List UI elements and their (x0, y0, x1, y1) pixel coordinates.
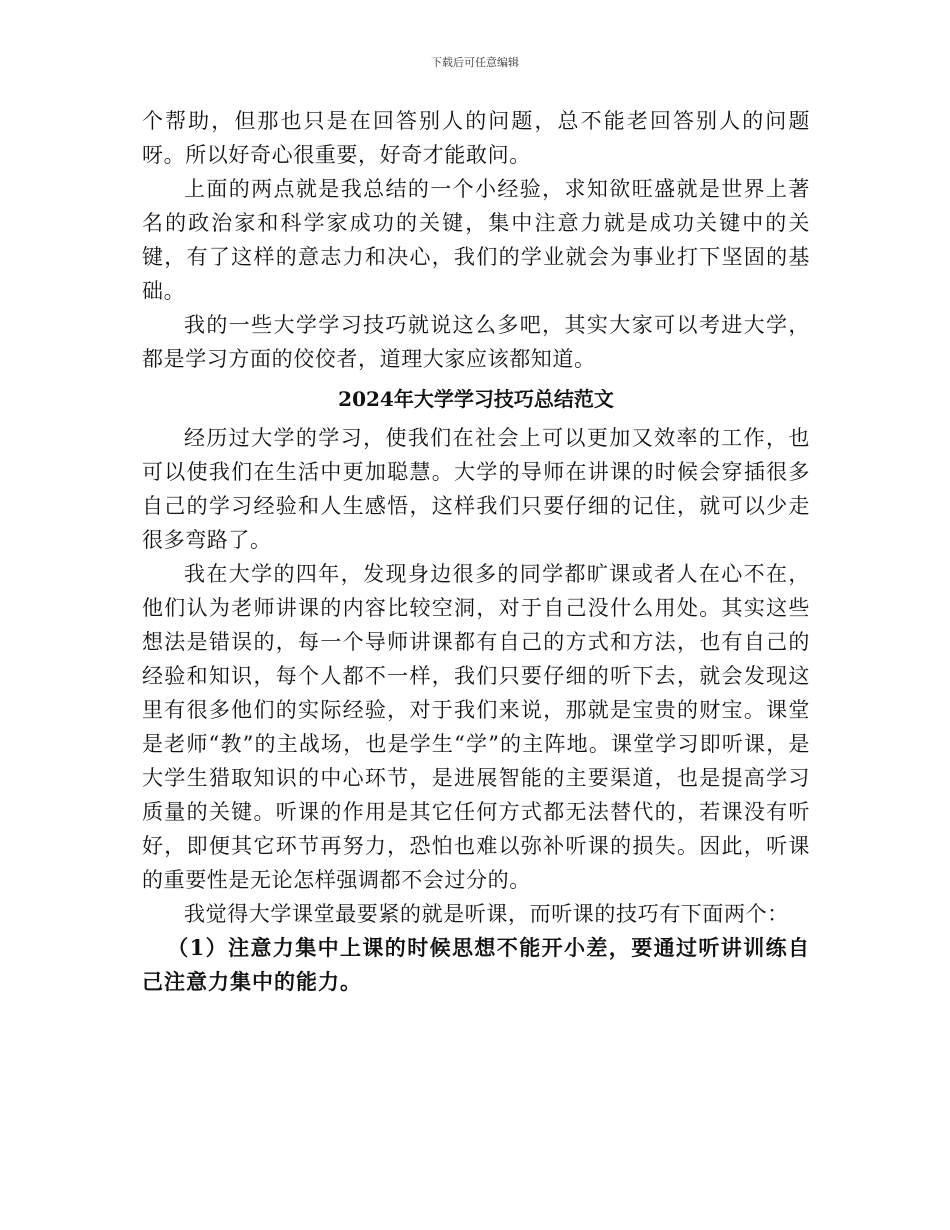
paragraph-intro: 经历过大学的学习，使我们在社会上可以更加又效率的工作，也可以使我们在生活中更加聪慧。大学的导师在讲课的时候会穿插很多自己的学习经验和人生感悟，这样我们只要仔细的记住，就可以少走很多弯路了。 (142, 426, 810, 552)
paragraph-point-one: （1）注意力集中上课的时候思想不能开小差，要通过听讲训练自己注意力集中的能力。 (142, 935, 810, 994)
paragraph-continued: 个帮助，但那也只是在回答别人的问题，总不能老回答别人的问题呀。所以好奇心很重要，好奇才能敢问。 (142, 109, 810, 167)
page-header: 下载后可任意编辑 (431, 56, 519, 69)
section-title: 2024年大学学习技巧总结范文 (338, 387, 614, 411)
paragraph-closing: 我的一些大学学习技巧就说这么多吧，其实大家可以考进大学，都是学习方面的佼佼者，道理大家应该都知道。 (142, 313, 810, 371)
paragraph-techniques: 我觉得大学课堂最要紧的就是听课，而听课的技巧有下面两个： (184, 902, 789, 926)
document-body (142, 104, 810, 999)
paragraph-classroom: 我在大学的四年，发现身边很多的同学都旷课或者人在心不在，他们认为老师讲课的内容比较空洞，对于自己没什么用处。其实这些想法是错误的，每一个导师讲课都有自己的方式和方法，也有自己的经验和知识，每个人都不一样，我们只要仔细的听下去，就会发现这里有很多他们的实际经验，对于我们来说，那就是宝贵的财宝。课堂是老师“教”的主战场，也是学生“学”的主阵地。课堂学习即听课，是大学生猎取知识的中心环节，是进展智能的主要渠道，也是提高学习质量的关键。听课的作用是其它任何方式都无法替代的，若课没有听好，即便其它环节再努力，恐怕也难以弥补听课的损失。因此，听课的重要性是无论怎样强调都不会过分的。 (142, 562, 810, 892)
paragraph-summary: 上面的两点就是我总结的一个小经验，求知欲旺盛就是世界上著名的政治家和科学家成功的关键，集中注意力就是成功关键中的关键，有了这样的意志力和决心，我们的学业就会为事业打下坚固的基础。 (142, 177, 810, 303)
